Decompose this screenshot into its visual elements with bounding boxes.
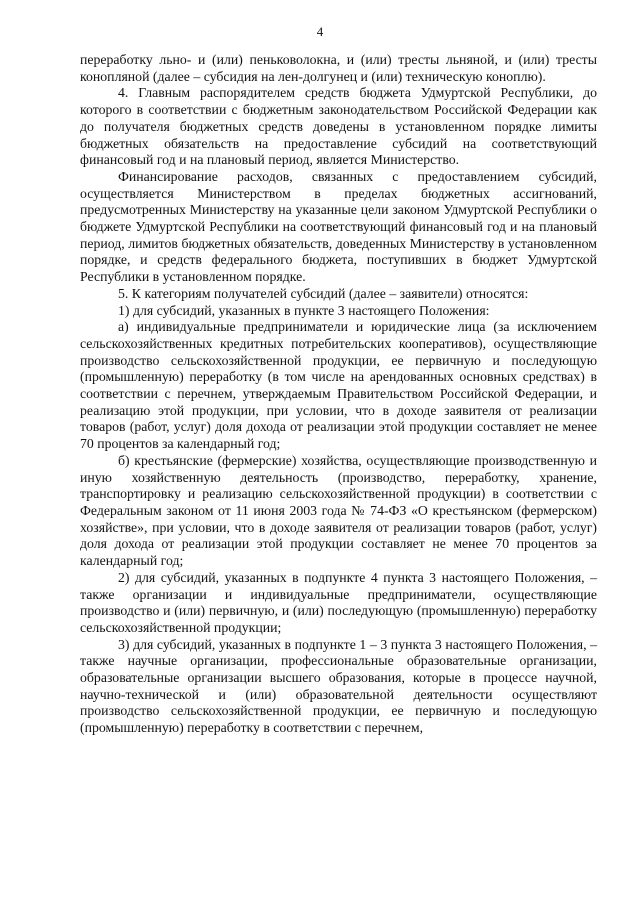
paragraph: переработку льно- и (или) пеньковолокна, и (или) тресты льняной, и (или) тресты конопляной (далее – субсидия на лен-долгунец и (или) техническую коноплю).	[80, 52, 597, 84]
paragraph: 5. К категориям получателей субсидий (далее – заявители) относятся:	[118, 285, 529, 301]
paragraph: а) индивидуальные предприниматели и юридические лица (за исключением сельскохозяйственных кредитных потребительских кооперативов), осуществляющие производство сельскохозяйственной продукции, ее первичную и последующую (промышленную) переработку (в том числе на арендованных основных средствах) в соответствии с перечнем, утверждаемым Правительством Российской Федерации, и реализацию этой продукции, при условии, что в доходе заявителя от реализации товаров (работ, услуг) доля дохода от реализации этой продукции составляет не менее 70 процентов за календарный год;	[80, 319, 597, 452]
document-body	[80, 52, 597, 737]
paragraph: 3) для субсидий, указанных в подпункте 1 – 3 пункта 3 настоящего Положения, – также научные организации, профессиональные образовательные организации, образовательные организации высшего образования, которые в процессе научной, научно-технической и (или) образовательной деятельности осуществляют производство сельскохозяйственной продукции, ее первичную и последующую (промышленную) переработку в соответствии с перечнем,	[80, 636, 597, 736]
paragraph: 2) для субсидий, указанных в подпункте 4 пункта 3 настоящего Положения, – также организации и индивидуальные предприниматели, осуществляющие производство и (или) первичную, и (или) последующую (промышленную) переработку сельскохозяйственной продукции;	[80, 569, 597, 635]
paragraph: 1) для субсидий, указанных в пункте 3 настоящего Положения:	[118, 302, 490, 318]
paragraph: б) крестьянские (фермерские) хозяйства, осуществляющие производственную и иную хозяйственную деятельность (производство, переработку, хранение, транспортировку и реализацию сельскохозяйственной продукции) в соответствии с Федеральным законом от 11 июня 2003 года № 74-ФЗ «О крестьянском (фермерском) хозяйстве», при условии, что в доходе заявителя от реализации товаров (работ, услуг) доля дохода от реализации этой продукции составляет не менее 70 процентов за календарный год;	[80, 452, 597, 569]
paragraph: Финансирование расходов, связанных с предоставлением субсидий, осуществляется Министерством в пределах бюджетных ассигнований, предусмотренных Министерству на указанные цели законом Удмуртской Республики о бюджете Удмуртской Республики на соответствующий финансовый год и на плановый период, лимитов бюджетных обязательств, доведенных Министерству в установленном порядке, и средств федерального бюджета, поступивших в бюджет Удмуртской Республики в установленном порядке.	[80, 168, 597, 285]
page-number: 4	[316, 24, 324, 39]
paragraph: 4. Главным распорядителем средств бюджета Удмуртской Республики, до которого в соответствии с бюджетным законодательством Российской Федерации как до получателя бюджетных средств доведены в установленном порядке лимиты бюджетных обязательств на предоставление субсидий на соответствующий финансовый год и на плановый период, является Министерство.	[80, 85, 597, 168]
